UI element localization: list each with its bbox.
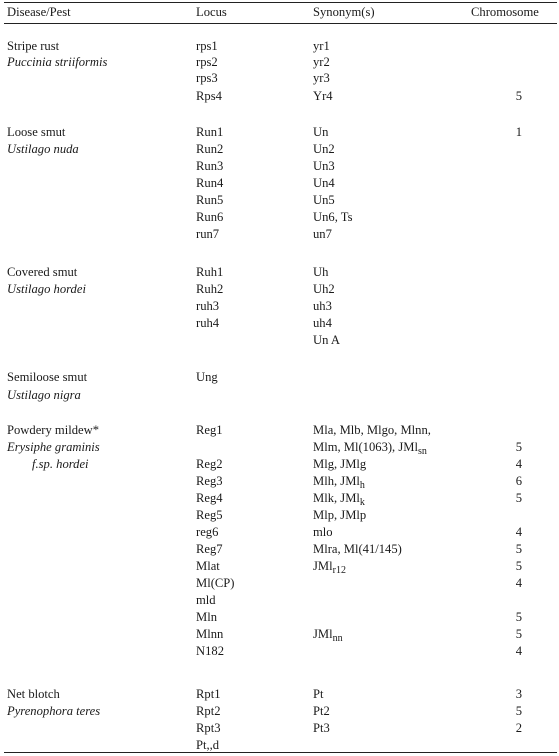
locus-cell: mld (196, 593, 216, 607)
synonym-cell (313, 473, 365, 489)
locus-cell: Mlat (196, 559, 220, 573)
synonym-text: yr2 (313, 55, 330, 69)
synonym-text: Un5 (313, 193, 335, 207)
locus-cell: Reg4 (196, 491, 223, 505)
table-row (0, 158, 559, 174)
table-row (0, 369, 559, 385)
disease-pest-cell: f.sp. hordei (32, 457, 89, 471)
synonym-cell (313, 315, 332, 331)
synonym-cell (313, 158, 335, 174)
synonym-cell (313, 626, 343, 642)
synonym-cell (313, 507, 366, 523)
locus-cell: Rpt2 (196, 704, 221, 718)
synonym-text: JMl (313, 559, 333, 573)
synonym-cell (313, 281, 335, 297)
chromosome-cell: 5 (515, 491, 522, 505)
table-row (0, 315, 559, 331)
disease-pest-cell: Ustilago nuda (7, 142, 79, 156)
synonym-text: yr1 (313, 39, 330, 53)
header-rule (4, 23, 557, 24)
synonym-cell (313, 70, 330, 86)
synonym-cell (313, 88, 333, 104)
chromosome-cell: 5 (515, 610, 522, 624)
disease-pest-cell: Ustilago nigra (7, 388, 81, 402)
locus-cell: ruh4 (196, 316, 220, 330)
table-row (0, 422, 559, 438)
chromosome-cell: 3 (515, 687, 522, 701)
synonym-text: Uh2 (313, 282, 335, 296)
synonym-text: JMl (313, 627, 333, 641)
locus-cell: Reg5 (196, 508, 223, 522)
synonym-text: Mla, Mlb, Mlgo, Mlnn, (313, 423, 431, 437)
locus-cell: Rpt1 (196, 687, 221, 701)
synonym-text: uh4 (313, 316, 332, 330)
disease-pest-cell: Loose smut (7, 125, 66, 139)
synonym-cell (313, 490, 365, 506)
table-row (0, 720, 559, 736)
synonym-cell (313, 298, 332, 314)
locus-cell: reg6 (196, 525, 219, 539)
synonym-cell (313, 541, 402, 557)
synonym-text: mlo (313, 525, 333, 539)
synonym-text: Pt3 (313, 721, 330, 735)
locus-cell: Rpt3 (196, 721, 221, 735)
chromosome-cell: 2 (515, 721, 522, 735)
synonym-cell (313, 558, 346, 574)
disease-pest-cell: Pyrenophora teres (7, 704, 101, 718)
table-row (0, 439, 559, 455)
chromosome-cell: 1 (515, 125, 522, 139)
locus-cell: rps2 (196, 55, 218, 69)
table-row (0, 226, 559, 242)
disease-pest-cell: Powdery mildew* (7, 423, 99, 437)
chromosome-cell: 4 (515, 644, 522, 658)
locus-cell: Run4 (196, 176, 224, 190)
table-row (0, 141, 559, 157)
table-bottom-rule (4, 752, 557, 753)
synonym-cell (313, 439, 427, 455)
synonym-subscript: h (359, 480, 365, 491)
synonym-text: Un (313, 125, 329, 139)
chromosome-cell: 5 (515, 89, 522, 103)
synonym-text: Yr4 (313, 89, 333, 103)
synonym-subscript: sn (417, 446, 427, 457)
synonym-cell (313, 422, 431, 438)
locus-cell: Reg2 (196, 457, 223, 471)
locus-cell: Run3 (196, 159, 224, 173)
chromosome-cell: 4 (515, 525, 522, 539)
table-row (0, 209, 559, 225)
locus-cell: Reg3 (196, 474, 223, 488)
table-row (0, 88, 559, 104)
table-row (0, 38, 559, 54)
synonym-cell (313, 192, 335, 208)
disease-pest-cell: Ustilago hordei (7, 282, 86, 296)
locus-cell: Mln (196, 610, 217, 624)
synonym-cell (313, 720, 330, 736)
synonym-text: uh3 (313, 299, 332, 313)
synonym-text: Un6, Ts (313, 210, 353, 224)
table-row (0, 332, 559, 348)
locus-cell: Run6 (196, 210, 224, 224)
table-row (0, 541, 559, 557)
synonym-cell (313, 226, 332, 242)
table-row (0, 70, 559, 86)
disease-pest-cell: Semiloose smut (7, 370, 88, 384)
locus-cell: Pt,,d (196, 738, 220, 752)
locus-cell: N182 (196, 644, 224, 658)
synonym-text: Un A (313, 333, 340, 347)
synonym-cell (313, 332, 340, 348)
table-row (0, 737, 559, 753)
table-row (0, 507, 559, 523)
synonym-cell (313, 456, 366, 472)
chromosome-cell: 4 (515, 576, 522, 590)
locus-cell: Reg1 (196, 423, 223, 437)
synonym-cell (313, 264, 328, 280)
synonym-cell (313, 141, 335, 157)
chromosome-cell: 5 (515, 704, 522, 718)
table-row (0, 264, 559, 280)
synonym-cell (313, 209, 352, 225)
table-top-rule (4, 2, 557, 3)
synonym-cell (313, 175, 335, 191)
locus-cell: Rps4 (196, 89, 222, 103)
table-row (0, 703, 559, 719)
locus-cell: rps3 (196, 71, 218, 85)
synonym-text: Mlg, JMlg (313, 457, 367, 471)
synonym-text: Un2 (313, 142, 335, 156)
table-row (0, 524, 559, 540)
header-synonyms: Synonym(s) (313, 5, 375, 19)
locus-cell: Run1 (196, 125, 224, 139)
chromosome-cell: 5 (515, 559, 522, 573)
table-row (0, 192, 559, 208)
synonym-text: un7 (313, 227, 332, 241)
chromosome-cell: 6 (515, 474, 522, 488)
synonym-cell (313, 54, 330, 70)
synonym-subscript: r12 (332, 565, 346, 576)
locus-cell: Mlnn (196, 627, 224, 641)
table-row (0, 609, 559, 625)
table-row (0, 686, 559, 702)
table-row (0, 626, 559, 642)
table-row (0, 490, 559, 506)
disease-pest-cell: Stripe rust (7, 39, 60, 53)
chromosome-cell: 5 (515, 542, 522, 556)
synonym-cell (313, 124, 328, 140)
header-disease: Disease/Pest (7, 5, 71, 19)
synonym-cell (313, 686, 324, 702)
disease-pest-cell: Net blotch (7, 687, 60, 701)
synonym-text: Mlk, JMl (313, 491, 360, 505)
locus-cell: Run5 (196, 193, 224, 207)
synonym-text: Mlm, Ml(1063), JMl (313, 440, 418, 454)
locus-cell: Ruh1 (196, 265, 224, 279)
synonym-text: Uh (313, 265, 329, 279)
disease-pest-cell: Erysiphe graminis (7, 440, 100, 454)
synonym-cell (313, 38, 330, 54)
table-row (0, 124, 559, 140)
header-locus: Locus (196, 5, 227, 19)
synonym-text: Un3 (313, 159, 335, 173)
synonym-subscript: nn (332, 633, 343, 644)
synonym-text: yr3 (313, 71, 330, 85)
disease-pest-cell: Puccinia striiformis (7, 55, 108, 69)
synonym-cell (313, 703, 330, 719)
table-row (0, 175, 559, 191)
locus-cell: run7 (196, 227, 220, 241)
table-row (0, 592, 559, 608)
table-row (0, 387, 559, 403)
locus-cell: rps1 (196, 39, 218, 53)
table-row (0, 298, 559, 314)
synonym-text: Un4 (313, 176, 335, 190)
locus-cell: Run2 (196, 142, 224, 156)
synonym-text: Mlp, JMlp (313, 508, 367, 522)
table-row (0, 643, 559, 659)
synonym-subscript: k (359, 497, 365, 508)
disease-pest-cell: Covered smut (7, 265, 78, 279)
table-row (0, 456, 559, 472)
table-row (0, 473, 559, 489)
synonym-text: Pt (313, 687, 324, 701)
chromosome-cell: 4 (515, 457, 522, 471)
locus-cell: Reg7 (196, 542, 223, 556)
locus-cell: Ml(CP) (196, 576, 235, 590)
table-row (0, 575, 559, 591)
chromosome-cell: 5 (515, 627, 522, 641)
chromosome-cell: 5 (515, 440, 522, 454)
synonym-text: Pt2 (313, 704, 330, 718)
locus-cell: Ung (196, 370, 218, 384)
synonym-text: Mlra, Ml(41/145) (313, 542, 402, 556)
table-row (0, 281, 559, 297)
locus-cell: Ruh2 (196, 282, 224, 296)
table-row (0, 558, 559, 574)
table-row (0, 54, 559, 70)
synonym-cell (313, 524, 333, 540)
locus-cell: ruh3 (196, 299, 220, 313)
header-chromosome: Chromosome (471, 5, 539, 19)
synonym-text: Mlh, JMl (313, 474, 360, 488)
